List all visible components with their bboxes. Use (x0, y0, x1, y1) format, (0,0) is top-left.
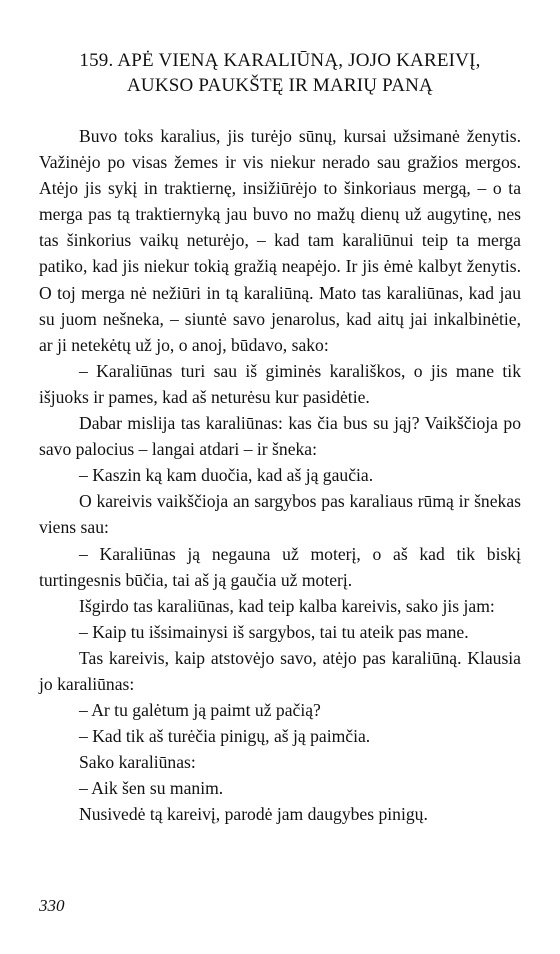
chapter-title-line-1: 159. APĖ VIENĄ KARALIŪNĄ, JOJO KAREIVĮ, (79, 50, 481, 71)
paragraph: Nusivedė tą kareivį, parodė jam daugybes pinigų. (79, 804, 428, 825)
paragraph: – Karaliūnas ją negauna už moterį, o aš kad tik biskį turtingesnis būčia, tai aš ją gaučia už moterį. (39, 543, 521, 590)
chapter-title-line-2: AUKSO PAUKŠTĘ IR MARIŲ PANĄ (127, 75, 433, 96)
paragraph: Išgirdo tas karaliūnas, kad teip kalba kareivis, sako jis jam: (79, 595, 495, 616)
paragraph: – Ar tu galėtum ją paimt už pačią? (79, 700, 321, 721)
paragraph: Sako karaliūnas: (79, 752, 196, 773)
page-number: 330 (39, 896, 65, 915)
paragraph: Dabar mislija tas karaliūnas: kas čia bus su jąj? Vaikščioja po savo palocius – langai atdari – ir šneka: (39, 413, 521, 460)
paragraph: – Kaszin ką kam duočia, kad aš ją gaučia. (79, 465, 374, 486)
paragraph: O kareivis vaikščioja an sargybos pas karaliaus rūmą ir šnekas viens sau: (39, 491, 521, 538)
paragraph: – Aik šen su manim. (79, 778, 224, 799)
paragraph: – Kaip tu išsimainysi iš sargybos, tai tu ateik pas mane. (79, 621, 469, 642)
body-text (39, 123, 521, 828)
paragraph: – Karaliūnas turi sau iš giminės karališkos, o jis mane tik išjuoks ir pames, kad aš neturėsu kur pasidėtie. (39, 360, 521, 407)
paragraph: Tas kareivis, kaip atstovėjo savo, atėjo pas karaliūną. Klausia jo karaliūnas: (39, 647, 521, 694)
chapter-title (40, 48, 520, 98)
paragraph: – Kad tik aš turėčia pinigų, aš ją paimčia. (79, 726, 371, 747)
paragraph: Buvo toks karalius, jis turėjo sūnų, kursai užsimanė ženytis. Važinėjo po visas žemes ir vis niekur nerado sau gražios mergos. Atėjo jis sykį in traktiernę, insižiūrėjo to šinkoriaus mergą, – o ta merga pas tą traktiernyką jau buvo no mažų dienų už augytinę, nes tas šinkorius vaikų neturėjo, – kad tam karaliūnui teip ta merga patiko, kad jis niekur tokią gražią neapėjo. Ir jis ėmė kalbyt ženytis. O toj merga nė nežiūri in tą karaliūną. Mato tas karaliūnas, kad jau su juom nešneka, – siuntė savo jenarolus, kad aitų jai inkalbinėtie, ar ji netekėtų už jo, o anoj, būdavo, sako: (39, 126, 521, 355)
